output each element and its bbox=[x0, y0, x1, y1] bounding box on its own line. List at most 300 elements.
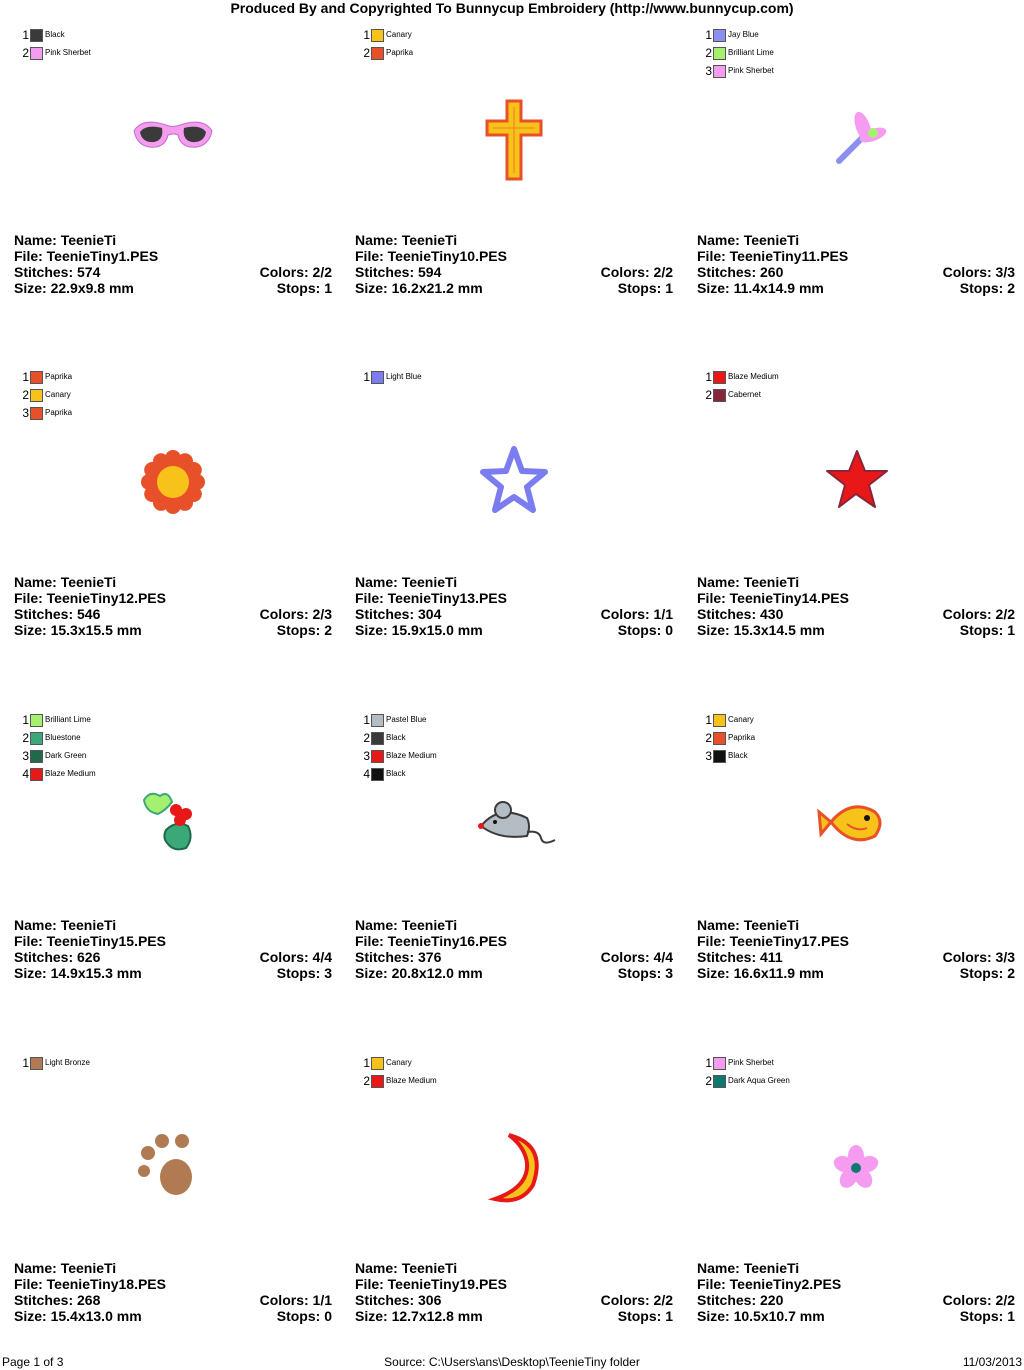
design-file-line: File: TeenieTiny2.PES bbox=[697, 1276, 842, 1292]
thread-entry bbox=[703, 62, 774, 80]
thread-name: Cabernet bbox=[728, 390, 761, 399]
design-card bbox=[697, 1028, 1015, 1358]
thread-entry bbox=[361, 765, 437, 783]
design-file: TeenieTiny19.PES bbox=[387, 1276, 507, 1292]
stop-count-line: Stops: 3 bbox=[617, 965, 673, 981]
thread-name: Paprika bbox=[45, 372, 73, 381]
design-name: TeenieTi bbox=[401, 1260, 458, 1276]
thread-name: Paprika bbox=[45, 408, 73, 417]
stitch-count-line: Stitches: 304 bbox=[355, 606, 442, 622]
thread-name: Light Bronze bbox=[45, 1058, 90, 1067]
color-count: 2/2 bbox=[312, 264, 332, 280]
thread-swatch bbox=[30, 389, 43, 402]
star-filled-design-svg bbox=[811, 437, 901, 527]
thread-name: Black bbox=[45, 30, 65, 39]
color-count: 1/1 bbox=[312, 1292, 332, 1308]
thread-number: 3 bbox=[705, 64, 712, 78]
holly-design-svg bbox=[128, 780, 218, 870]
thread-name: Canary bbox=[386, 30, 412, 39]
stitch-count: 376 bbox=[418, 949, 442, 965]
design-file: TeenieTiny12.PES bbox=[46, 590, 166, 606]
stitch-count-line: Stitches: 411 bbox=[697, 949, 783, 965]
thread-swatch bbox=[713, 371, 726, 384]
thread-number: 3 bbox=[22, 406, 29, 420]
thread-entry bbox=[361, 368, 422, 386]
star-outline-design-svg bbox=[469, 437, 559, 527]
thread-number: 3 bbox=[363, 749, 370, 763]
thread-entry bbox=[20, 765, 96, 783]
thread-swatch bbox=[30, 1057, 43, 1070]
thread-swatch bbox=[713, 47, 726, 60]
design-name: TeenieTi bbox=[60, 1260, 117, 1276]
stitch-count: 626 bbox=[77, 949, 101, 965]
thread-swatch bbox=[30, 750, 43, 763]
sunglasses-design bbox=[128, 95, 218, 185]
thread-swatch bbox=[30, 732, 43, 745]
thread-entry bbox=[20, 386, 72, 404]
thread-name: Pink Sherbet bbox=[728, 66, 774, 75]
design-file-line: File: TeenieTiny10.PES bbox=[355, 248, 507, 264]
color-count-line: Colors: 4/4 bbox=[600, 949, 673, 965]
color-count: 2/2 bbox=[995, 606, 1015, 622]
thread-number: 1 bbox=[705, 28, 712, 42]
design-info bbox=[355, 232, 673, 296]
color-count: 2/3 bbox=[312, 606, 332, 622]
source-path: Source: C:\Users\ans\Desktop\TeenieTiny folder bbox=[384, 1355, 640, 1369]
thread-entry bbox=[20, 1054, 90, 1072]
design-card bbox=[355, 0, 673, 330]
mouse-design-svg bbox=[469, 780, 559, 870]
stitch-count-line: Stitches: 626 bbox=[14, 949, 101, 965]
stitch-count: 268 bbox=[77, 1292, 101, 1308]
stop-count: 1 bbox=[1007, 622, 1015, 638]
pawprint-design-svg bbox=[128, 1123, 218, 1213]
color-count: 4/4 bbox=[653, 949, 673, 965]
thread-name: Canary bbox=[728, 715, 754, 724]
stitch-count-line: Stitches: 594 bbox=[355, 264, 442, 280]
design-info bbox=[14, 232, 332, 296]
thread-number: 1 bbox=[705, 370, 712, 384]
color-count: 2/2 bbox=[653, 1292, 673, 1308]
thread-name: Bluestone bbox=[45, 733, 81, 742]
design-card bbox=[355, 342, 673, 672]
thread-name: Jay Blue bbox=[728, 30, 759, 39]
thread-swatch bbox=[713, 389, 726, 402]
thread-list bbox=[361, 711, 437, 783]
thread-swatch bbox=[30, 768, 43, 781]
design-name: TeenieTi bbox=[401, 574, 458, 590]
design-size: 10.5x10.7 mm bbox=[733, 1308, 825, 1324]
design-file-line: File: TeenieTiny1.PES bbox=[14, 248, 159, 264]
thread-entry bbox=[361, 1072, 437, 1090]
stop-count-line: Stops: 0 bbox=[617, 622, 673, 638]
thread-list bbox=[703, 1054, 790, 1090]
color-count: 3/3 bbox=[995, 949, 1015, 965]
thread-swatch bbox=[371, 732, 384, 745]
thread-list bbox=[703, 711, 755, 765]
thread-swatch bbox=[713, 1057, 726, 1070]
page-number: Page 1 of 3 bbox=[2, 1355, 64, 1369]
color-count: 2/2 bbox=[995, 1292, 1015, 1308]
design-info bbox=[14, 1260, 332, 1324]
design-name-line: Name: TeenieTi bbox=[697, 574, 800, 590]
design-file-line: File: TeenieTiny17.PES bbox=[697, 933, 849, 949]
thread-entry bbox=[703, 26, 774, 44]
thread-number: 2 bbox=[22, 388, 29, 402]
design-size-line: Size: 12.7x12.8 mm bbox=[355, 1308, 483, 1324]
thread-number: 3 bbox=[22, 749, 29, 763]
design-file: TeenieTiny14.PES bbox=[729, 590, 849, 606]
design-file-line: File: TeenieTiny13.PES bbox=[355, 590, 507, 606]
thread-swatch bbox=[713, 732, 726, 745]
thread-name: Black bbox=[386, 769, 406, 778]
design-file: TeenieTiny1.PES bbox=[46, 248, 159, 264]
thread-name: Light Blue bbox=[386, 372, 422, 381]
thread-number: 1 bbox=[363, 1056, 370, 1070]
stop-count-line: Stops: 1 bbox=[617, 1308, 673, 1324]
design-name: TeenieTi bbox=[743, 917, 800, 933]
stitch-count: 220 bbox=[760, 1292, 784, 1308]
color-count-line: Colors: 3/3 bbox=[942, 949, 1015, 965]
thread-entry bbox=[703, 368, 779, 386]
stop-count: 1 bbox=[665, 1308, 673, 1324]
thread-number: 2 bbox=[363, 46, 370, 60]
fish-design-svg bbox=[811, 780, 901, 870]
thread-entry bbox=[703, 747, 755, 765]
thread-name: Brilliant Lime bbox=[728, 48, 774, 57]
design-name-line: Name: TeenieTi bbox=[14, 917, 117, 933]
design-file-line: File: TeenieTiny11.PES bbox=[697, 248, 849, 264]
design-file-line: File: TeenieTiny12.PES bbox=[14, 590, 166, 606]
thread-entry bbox=[20, 26, 91, 44]
thread-swatch bbox=[713, 714, 726, 727]
design-card bbox=[697, 685, 1015, 1015]
thread-name: Canary bbox=[386, 1058, 412, 1067]
thread-swatch bbox=[713, 1075, 726, 1088]
design-size: 15.4x13.0 mm bbox=[50, 1308, 142, 1324]
thread-list bbox=[20, 368, 72, 422]
thread-name: Paprika bbox=[728, 733, 756, 742]
design-name: TeenieTi bbox=[401, 232, 458, 248]
design-file: TeenieTiny10.PES bbox=[387, 248, 507, 264]
design-info bbox=[355, 1260, 673, 1324]
design-size: 15.9x15.0 mm bbox=[391, 622, 483, 638]
stop-count-line: Stops: 0 bbox=[276, 1308, 332, 1324]
design-info bbox=[14, 574, 332, 638]
design-size-line: Size: 20.8x12.0 mm bbox=[355, 965, 483, 981]
thread-number: 4 bbox=[363, 767, 370, 781]
dragonfly-design-svg bbox=[811, 95, 901, 185]
thread-swatch bbox=[371, 29, 384, 42]
stitch-count-line: Stitches: 268 bbox=[14, 1292, 101, 1308]
star-outline-design bbox=[469, 437, 559, 527]
design-name-line: Name: TeenieTi bbox=[355, 1260, 458, 1276]
stop-count-line: Stops: 2 bbox=[959, 965, 1015, 981]
design-name: TeenieTi bbox=[60, 574, 117, 590]
stop-count-line: Stops: 2 bbox=[276, 622, 332, 638]
design-info bbox=[355, 574, 673, 638]
stop-count: 3 bbox=[665, 965, 673, 981]
page-footer bbox=[0, 1354, 1024, 1370]
color-count-line: Colors: 2/3 bbox=[259, 606, 332, 622]
star-filled-design bbox=[811, 437, 901, 527]
design-size-line: Size: 15.3x15.5 mm bbox=[14, 622, 142, 638]
thread-number: 4 bbox=[22, 767, 29, 781]
stitch-count: 546 bbox=[77, 606, 101, 622]
thread-number: 1 bbox=[363, 370, 370, 384]
stop-count: 0 bbox=[324, 1308, 332, 1324]
design-file: TeenieTiny13.PES bbox=[387, 590, 507, 606]
thread-name: Pastel Blue bbox=[386, 715, 427, 724]
color-count-line: Colors: 1/1 bbox=[600, 606, 673, 622]
thread-number: 1 bbox=[363, 713, 370, 727]
thread-entry bbox=[361, 729, 437, 747]
stop-count: 0 bbox=[665, 622, 673, 638]
stitch-count: 304 bbox=[418, 606, 442, 622]
thread-number: 2 bbox=[22, 46, 29, 60]
thread-number: 3 bbox=[705, 749, 712, 763]
thread-list bbox=[703, 368, 779, 404]
design-info bbox=[14, 917, 332, 981]
thread-number: 2 bbox=[363, 731, 370, 745]
thread-entry bbox=[361, 711, 437, 729]
design-size-line: Size: 15.3x14.5 mm bbox=[697, 622, 825, 638]
color-count-line: Colors: 3/3 bbox=[942, 264, 1015, 280]
thread-entry bbox=[361, 44, 413, 62]
thread-swatch bbox=[371, 371, 384, 384]
design-info bbox=[697, 917, 1015, 981]
stitch-count-line: Stitches: 574 bbox=[14, 264, 101, 280]
thread-swatch bbox=[30, 714, 43, 727]
color-count-line: Colors: 2/2 bbox=[942, 1292, 1015, 1308]
thread-number: 1 bbox=[22, 713, 29, 727]
design-size-line: Size: 16.2x21.2 mm bbox=[355, 280, 483, 296]
thread-swatch bbox=[371, 714, 384, 727]
thread-swatch bbox=[371, 47, 384, 60]
design-info bbox=[697, 1260, 1015, 1324]
thread-number: 1 bbox=[22, 1056, 29, 1070]
moon-design bbox=[469, 1123, 559, 1213]
thread-list bbox=[361, 1054, 437, 1090]
design-card bbox=[14, 342, 332, 672]
stop-count-line: Stops: 1 bbox=[617, 280, 673, 296]
stop-count-line: Stops: 1 bbox=[276, 280, 332, 296]
thread-entry bbox=[703, 711, 755, 729]
thread-number: 1 bbox=[22, 370, 29, 384]
color-count-line: Colors: 2/2 bbox=[600, 264, 673, 280]
thread-swatch bbox=[30, 407, 43, 420]
design-name-line: Name: TeenieTi bbox=[14, 1260, 117, 1276]
thread-entry bbox=[20, 747, 96, 765]
dragonfly-design bbox=[811, 95, 901, 185]
color-count: 3/3 bbox=[995, 264, 1015, 280]
thread-swatch bbox=[30, 29, 43, 42]
thread-entry bbox=[361, 747, 437, 765]
design-file: TeenieTiny17.PES bbox=[729, 933, 849, 949]
design-size: 15.3x14.5 mm bbox=[733, 622, 825, 638]
thread-swatch bbox=[30, 371, 43, 384]
design-name: TeenieTi bbox=[743, 1260, 800, 1276]
flower-design bbox=[811, 1123, 901, 1213]
thread-list bbox=[361, 368, 422, 386]
design-size: 16.2x21.2 mm bbox=[391, 280, 483, 296]
design-size-line: Size: 15.4x13.0 mm bbox=[14, 1308, 142, 1324]
color-count-line: Colors: 4/4 bbox=[259, 949, 332, 965]
thread-name: Black bbox=[386, 733, 406, 742]
design-file: TeenieTiny16.PES bbox=[387, 933, 507, 949]
design-size-line: Size: 15.9x15.0 mm bbox=[355, 622, 483, 638]
design-card bbox=[697, 342, 1015, 672]
thread-list bbox=[20, 711, 96, 783]
cross-design bbox=[469, 95, 559, 185]
design-name: TeenieTi bbox=[60, 232, 117, 248]
design-file-line: File: TeenieTiny18.PES bbox=[14, 1276, 166, 1292]
thread-list bbox=[703, 26, 774, 80]
design-size: 22.9x9.8 mm bbox=[50, 280, 134, 296]
pawprint-design bbox=[128, 1123, 218, 1213]
stitch-count-line: Stitches: 430 bbox=[697, 606, 784, 622]
thread-number: 2 bbox=[705, 388, 712, 402]
design-file: TeenieTiny15.PES bbox=[46, 933, 166, 949]
color-count: 4/4 bbox=[312, 949, 332, 965]
color-count-line: Colors: 2/2 bbox=[600, 1292, 673, 1308]
thread-number: 1 bbox=[22, 28, 29, 42]
design-file: TeenieTiny2.PES bbox=[729, 1276, 842, 1292]
thread-entry bbox=[361, 1054, 437, 1072]
design-info bbox=[697, 574, 1015, 638]
stop-count: 2 bbox=[1007, 965, 1015, 981]
moon-design-svg bbox=[469, 1123, 559, 1213]
thread-number: 2 bbox=[705, 1074, 712, 1088]
color-count-line: Colors: 2/2 bbox=[259, 264, 332, 280]
design-name-line: Name: TeenieTi bbox=[697, 917, 800, 933]
thread-swatch bbox=[371, 768, 384, 781]
thread-list bbox=[20, 26, 91, 62]
design-file-line: File: TeenieTiny14.PES bbox=[697, 590, 849, 606]
color-count: 2/2 bbox=[653, 264, 673, 280]
thread-name: Dark Green bbox=[45, 751, 87, 760]
thread-swatch bbox=[371, 750, 384, 763]
thread-swatch bbox=[713, 65, 726, 78]
stop-count: 2 bbox=[1007, 280, 1015, 296]
thread-name: Paprika bbox=[386, 48, 414, 57]
stop-count-line: Stops: 2 bbox=[959, 280, 1015, 296]
page-header: Produced By and Copyrighted To Bunnycup Embroidery (http://www.bunnycup.com) bbox=[230, 0, 794, 16]
design-file-line: File: TeenieTiny15.PES bbox=[14, 933, 166, 949]
design-file-line: File: TeenieTiny19.PES bbox=[355, 1276, 507, 1292]
thread-entry bbox=[20, 368, 72, 386]
thread-name: Blaze Medium bbox=[45, 769, 96, 778]
stitch-count: 306 bbox=[418, 1292, 442, 1308]
thread-name: Black bbox=[728, 751, 748, 760]
thread-entry bbox=[20, 44, 91, 62]
thread-swatch bbox=[371, 1057, 384, 1070]
design-size-line: Size: 11.4x14.9 mm bbox=[697, 280, 824, 296]
thread-name: Blaze Medium bbox=[728, 372, 779, 381]
thread-swatch bbox=[30, 47, 43, 60]
stop-count: 1 bbox=[1007, 1308, 1015, 1324]
print-date: 11/03/2013 bbox=[962, 1355, 1022, 1369]
design-file: TeenieTiny18.PES bbox=[46, 1276, 166, 1292]
design-info bbox=[697, 232, 1015, 296]
stitch-count-line: Stitches: 306 bbox=[355, 1292, 442, 1308]
thread-name: Blaze Medium bbox=[386, 751, 437, 760]
design-name: TeenieTi bbox=[60, 917, 117, 933]
design-card bbox=[697, 0, 1015, 330]
design-card bbox=[14, 1028, 332, 1358]
design-size-line: Size: 14.9x15.3 mm bbox=[14, 965, 142, 981]
thread-number: 1 bbox=[705, 713, 712, 727]
stitch-count: 430 bbox=[760, 606, 784, 622]
design-name: TeenieTi bbox=[743, 232, 800, 248]
design-card bbox=[14, 685, 332, 1015]
thread-name: Pink Sherbet bbox=[45, 48, 91, 57]
design-name-line: Name: TeenieTi bbox=[14, 574, 117, 590]
design-size: 20.8x12.0 mm bbox=[391, 965, 483, 981]
fish-design bbox=[811, 780, 901, 870]
stitch-count: 594 bbox=[418, 264, 442, 280]
design-card bbox=[355, 685, 673, 1015]
design-name: TeenieTi bbox=[743, 574, 800, 590]
thread-number: 1 bbox=[705, 1056, 712, 1070]
stitch-count-line: Stitches: 220 bbox=[697, 1292, 784, 1308]
design-size: 11.4x14.9 mm bbox=[733, 280, 824, 296]
thread-name: Pink Sherbet bbox=[728, 1058, 774, 1067]
thread-number: 2 bbox=[22, 731, 29, 745]
thread-swatch bbox=[713, 750, 726, 763]
sun-design-svg bbox=[128, 437, 218, 527]
design-info bbox=[355, 917, 673, 981]
stitch-count-line: Stitches: 376 bbox=[355, 949, 442, 965]
sunglasses-design-svg bbox=[128, 95, 218, 185]
thread-entry bbox=[361, 26, 413, 44]
design-size-line: Size: 16.6x11.9 mm bbox=[697, 965, 824, 981]
thread-list bbox=[361, 26, 413, 62]
stitch-count-line: Stitches: 546 bbox=[14, 606, 101, 622]
thread-list bbox=[20, 1054, 90, 1072]
stitch-count: 260 bbox=[760, 264, 784, 280]
design-name-line: Name: TeenieTi bbox=[355, 917, 458, 933]
stop-count-line: Stops: 1 bbox=[959, 622, 1015, 638]
thread-entry bbox=[20, 729, 96, 747]
stitch-count: 411 bbox=[760, 949, 783, 965]
thread-swatch bbox=[713, 29, 726, 42]
design-file: TeenieTiny11.PES bbox=[729, 248, 849, 264]
design-size: 15.3x15.5 mm bbox=[50, 622, 142, 638]
thread-entry bbox=[703, 1072, 790, 1090]
design-name-line: Name: TeenieTi bbox=[355, 574, 458, 590]
thread-number: 2 bbox=[363, 1074, 370, 1088]
thread-name: Blaze Medium bbox=[386, 1076, 437, 1085]
stop-count-line: Stops: 1 bbox=[959, 1308, 1015, 1324]
design-card bbox=[14, 0, 332, 330]
stop-count: 1 bbox=[324, 280, 332, 296]
stop-count: 2 bbox=[324, 622, 332, 638]
design-name-line: Name: TeenieTi bbox=[14, 232, 117, 248]
color-count-line: Colors: 1/1 bbox=[259, 1292, 332, 1308]
design-name: TeenieTi bbox=[401, 917, 458, 933]
design-name-line: Name: TeenieTi bbox=[355, 232, 458, 248]
cross-design-svg bbox=[469, 95, 559, 185]
thread-entry bbox=[20, 711, 96, 729]
thread-entry bbox=[703, 44, 774, 62]
thread-number: 1 bbox=[363, 28, 370, 42]
color-count-line: Colors: 2/2 bbox=[942, 606, 1015, 622]
design-name-line: Name: TeenieTi bbox=[697, 232, 800, 248]
thread-name: Canary bbox=[45, 390, 71, 399]
stitch-count: 574 bbox=[77, 264, 101, 280]
design-card bbox=[355, 1028, 673, 1358]
